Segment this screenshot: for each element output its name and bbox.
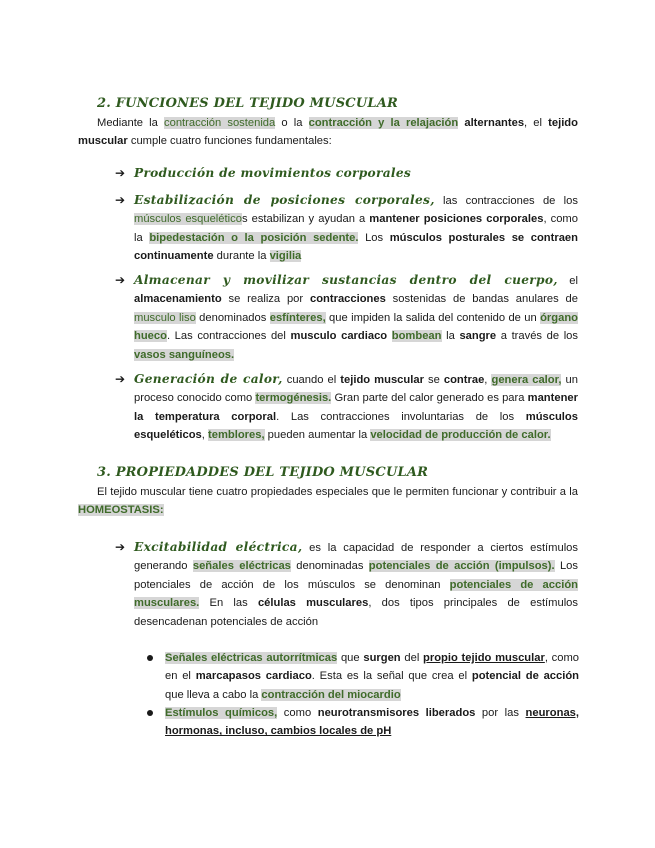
arrow-right-icon: ➔ [115,273,126,287]
section-3-intro: El tejido muscular tiene cuatro propiedades especiales que le permiten funcionar y contribuir a la HOMEOSTASIS: [78,486,578,517]
stimulus-bullet-chemical: Estímulos químicos, como neurotransmisores liberados por las neuronas, hormonas, incluso, cambios locales de pH [147,704,579,741]
function-item-movements: ➔ Producción de movimientos corporales [115,164,578,183]
stimulus-bullet-autorhythmic: Señales eléctricas autorrítmicas que surgen del propio tejido muscular, como en el marcapasos cardiaco. Esta es la señal que crea el potencial de acción que lleva a cabo la contracción del miocardio [147,649,579,704]
function-item-stabilization: ➔ Estabilización de posiciones corporales, las contracciones de los músculos esqueléticos estabilizan y ayudan a mantener posiciones corporales, como la bipedestación o la posición sedente. Los músculos posturales se contraen continuamente durante la vigilia [115,193,578,263]
section-2-intro: Mediante la contracción sostenida o la contracción y la relajación alternantes, el tejido muscular cumple cuatro funciones fundamentales: [78,117,578,148]
arrow-right-icon: ➔ [115,372,126,386]
function-item-storage: ➔ Almacenar y movilizar sustancias dentro del cuerpo, el almacenamiento se realiza por contracciones sostenidas de bandas anulares de musculo liso denominados esfínteres, que impiden la salida del contenido de un órgano hueco. Las contracciones del musculo cardiaco bombean la sangre a través de los vasos sanguíneos. [115,273,578,361]
section-2-title: 2. FUNCIONES DEL TEJIDO MUSCULAR [97,96,399,111]
bullet-icon [147,710,153,716]
arrow-right-icon: ➔ [115,166,126,180]
function-item-heat: ➔ Generación de calor, cuando el tejido muscular se contrae, genera calor, un proceso conocido como termogénesis. Gran parte del calor generado es para mantener la temperatura corporal. Las contracciones involuntarias de los músculos esqueléticos, temblores, pueden aumentar la velocidad de producción de calor. [115,372,579,442]
arrow-right-icon: ➔ [115,540,126,554]
arrow-right-icon: ➔ [115,193,126,207]
property-item-excitability: ➔ Excitabilidad eléctrica, es la capacidad de responder a ciertos estímulos generando señales eléctricas denominadas potenciales de acción (impulsos). Los potenciales de acción de los músculos se denominan potenciales de acción musculares. En las células musculares, dos tipos principales de estímulos desencadenan potenciales de acción [115,540,579,628]
bullet-icon [147,655,153,661]
section-3-title: 3. PROPIEDADDES DEL TEJIDO MUSCULAR [97,465,429,480]
